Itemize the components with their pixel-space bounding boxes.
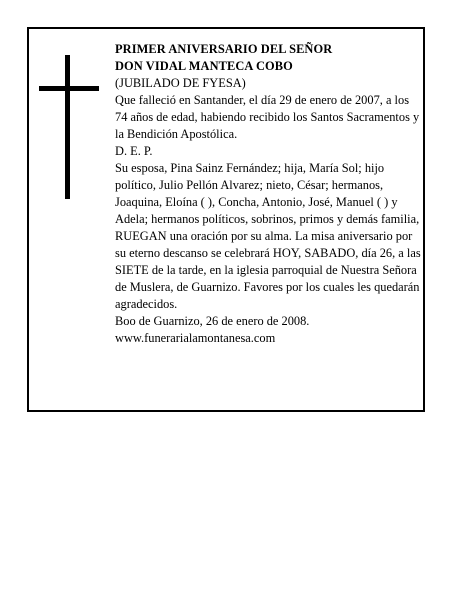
notice-body [115, 41, 421, 347]
notice-subtitle: (JUBILADO DE FYESA) [115, 76, 246, 90]
notice-title-line-2: DON VIDAL MANTECA COBO [115, 59, 293, 73]
request-paragraph: RUEGAN una oración por su alma. La misa aniversario por su eterno descanso se celebrará HOY, SABADO, día 26, a las SIETE de la tarde, en la iglesia parroquial de Nuestra Señora de Muslera, de Guarnizo. Favores por los cuales les quedarán agradecidos. [115, 229, 421, 311]
cross-horizontal-bar [39, 86, 99, 91]
website-link[interactable]: www.funerarialamontanesa.com [115, 331, 276, 345]
cross-vertical-bar [65, 55, 70, 199]
obituary-notice [27, 27, 425, 412]
place-date: Boo de Guarnizo, 26 de enero de 2008. [115, 314, 310, 328]
dep-line: D. E. P. [115, 144, 153, 158]
cross-icon [39, 55, 99, 199]
death-paragraph: Que falleció en Santander, el día 29 de enero de 2007, a los 74 años de edad, habiendo recibido los Santos Sacramentos y la Bendición Apostólica. [115, 93, 420, 141]
notice-title-line-1: PRIMER ANIVERSARIO DEL SEÑOR [115, 42, 333, 56]
family-paragraph: Su esposa, Pina Sainz Fernández; hija, María Sol; hijo político, Julio Pellón Alvarez; nieto, César; hermanos, Joaquina, Eloína ( ), Concha, Antonio, José, Manuel ( ) y Adela; hermanos políticos, sobrinos, primos y demás familia, [115, 161, 420, 226]
